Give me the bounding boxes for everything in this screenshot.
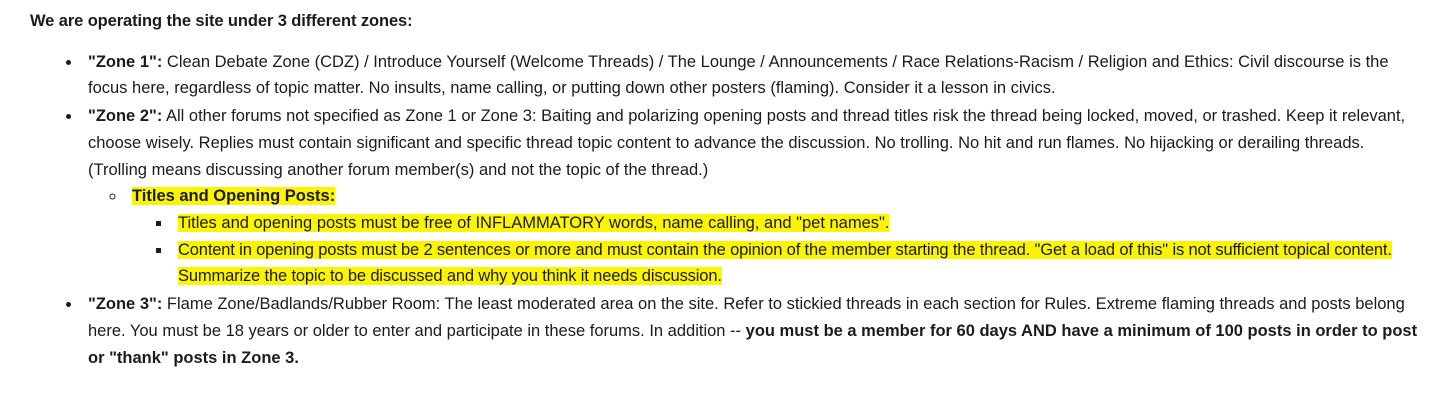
zone-3-item xyxy=(82,291,1425,371)
zone-3-text: Flame Zone/Badlands/Rubber Room: The least moderated area on the site. Refer to stickied threads in each section for Rules. Extreme flaming threads and posts belong here. You must be 18 years or older to enter and participate in these forums. In addition -- xyxy=(88,295,1405,340)
zone-1-label: "Zone 1": xyxy=(88,52,163,71)
titles-rules-list xyxy=(132,210,1425,290)
titles-rule-1 xyxy=(172,210,1425,237)
zone-2-sublist xyxy=(88,183,1425,290)
zone-2-item xyxy=(82,103,1425,290)
page-title: We are operating the site under 3 different zones: xyxy=(30,12,413,30)
zones-list xyxy=(30,49,1425,372)
zone-2-label: "Zone 2": xyxy=(88,107,163,126)
zone-1-text: Clean Debate Zone (CDZ) / Introduce Yourself (Welcome Threads) / The Lounge / Announcements / Race Relations-Racism / Religion and Ethics: Civil discourse is the focus here, regardless of topic matter. No insults, name calling, or putting down other posters (flaming). Consider it a lesson in civics. xyxy=(88,52,1389,98)
titles-rule-1-text: Titles and opening posts must be free of INFLAMMATORY words, name calling, and "pet names". xyxy=(178,214,890,233)
zone-3-label: "Zone 3": xyxy=(88,295,163,314)
titles-and-opening-posts-heading: Titles and Opening Posts: xyxy=(132,187,336,206)
titles-rule-2 xyxy=(172,237,1425,290)
titles-and-opening-posts-item xyxy=(126,183,1425,290)
zone-2-text: All other forums not specified as Zone 1 or Zone 3: Baiting and polarizing opening posts and thread titles risk the thread being locked, moved, or trashed. Keep it relevant, choose wisely. Replies must contain significant and specific thread topic content to advance the discussion. No trolling. No hit and run flames. No hijacking or derailing threads. (Trolling means discussing another forum member(s) and not the topic of the thread.) xyxy=(88,107,1406,179)
zone-3-bold-requirement: you must be a member for 60 days AND have a minimum of 100 posts in order to post or "thank" posts in Zone 3. xyxy=(88,321,1418,367)
titles-rule-2-text: Content in opening posts must be 2 sentences or more and must contain the opinion of the member starting the thread. "Get a load of this" is not sufficient topical content. Summarize the topic to be discussed and why you think it needs discussion. xyxy=(178,240,1392,286)
zone-1-item xyxy=(82,49,1425,102)
